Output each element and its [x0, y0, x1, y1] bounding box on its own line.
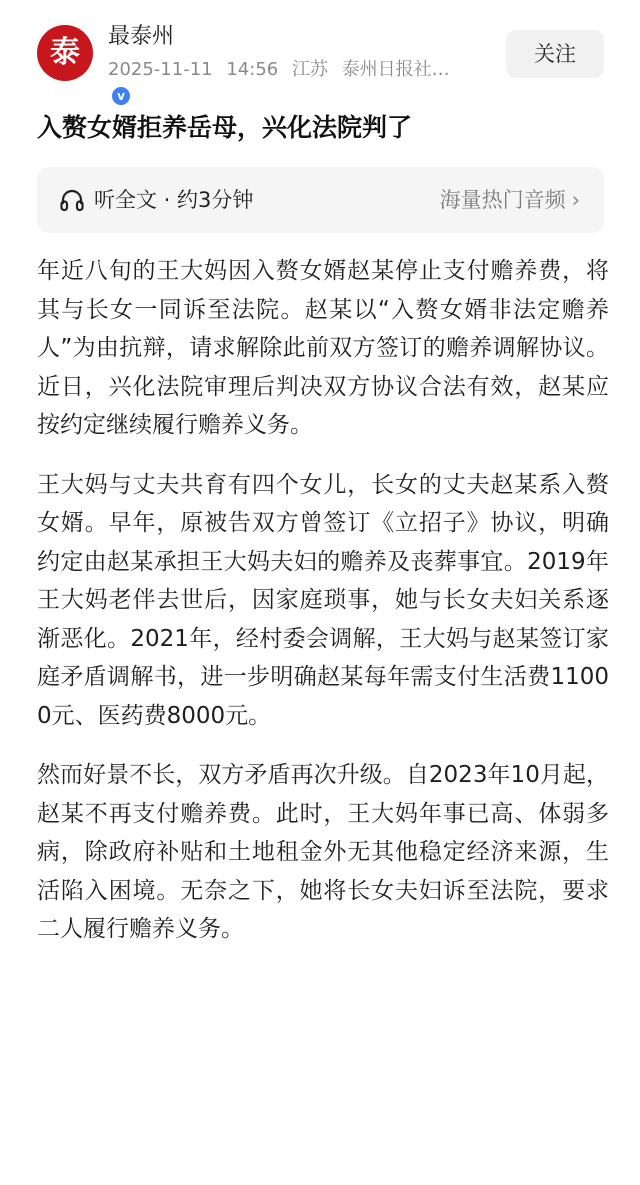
avatar-logo-glyph: 泰	[50, 35, 80, 70]
article-paragraph: 王大妈与丈夫共育有四个女儿，长女的丈夫赵某系入赘女婿。早年，原被告双方曾签订《立招子》协议，明确约定由赵某承担王大妈夫妇的赡养及丧葬事宜。2019年王大妈老伴去世后，因家庭琐事，她与长女夫妇关系逐渐恶化。2021年，经村委会调解，王大妈与赵某签订家庭矛盾调解书，进一步明确赵某每年需支付生活费11000元、医药费8000元。	[37, 471, 609, 729]
listen-full-text-label[interactable]: 听全文 · 约3分钟	[94, 188, 254, 212]
post-time: 14:56	[226, 59, 279, 80]
post-date: 2025-11-11	[108, 59, 213, 80]
post-region: 江苏	[291, 59, 328, 80]
listen-audio-bar[interactable]	[37, 167, 604, 233]
account-avatar[interactable]	[37, 25, 125, 103]
article-body	[37, 252, 609, 970]
chevron-right-icon: ›	[571, 188, 580, 212]
popular-audio-link[interactable]	[440, 184, 580, 216]
account-name[interactable]: 最泰州	[108, 24, 175, 49]
follow-button[interactable]: 关注	[506, 30, 604, 78]
verified-badge-icon: v	[110, 85, 132, 107]
post-source: 泰州日报社…	[341, 59, 450, 80]
popular-audio-label: 海量热门音频	[439, 188, 566, 212]
headphone-icon	[59, 187, 85, 213]
article-paragraph: 然而好景不长，双方矛盾再次升级。自2023年10月起，赵某不再支付赡养费。此时，王大妈年事已高、体弱多病，除政府补贴和土地租金外无其他稳定经济来源，生活陷入困境。无奈之下，她将长女夫妇诉至法院，要求二人履行赡养义务。	[37, 762, 609, 942]
article-paragraph: 年近八旬的王大妈因入赘女婿赵某停止支付赡养费，将其与长女一同诉至法院。赵某以“入赘女婿非法定赡养人”为由抗辩，请求解除此前双方签订的赡养调解协议。近日，兴化法院审理后判决双方协议合法有效，赵某应按约定继续履行赡养义务。	[37, 258, 609, 438]
article-title: 入赘女婿拒养岳母，兴化法院判了	[37, 113, 413, 142]
post-meta	[108, 57, 493, 83]
article-header	[0, 0, 640, 103]
